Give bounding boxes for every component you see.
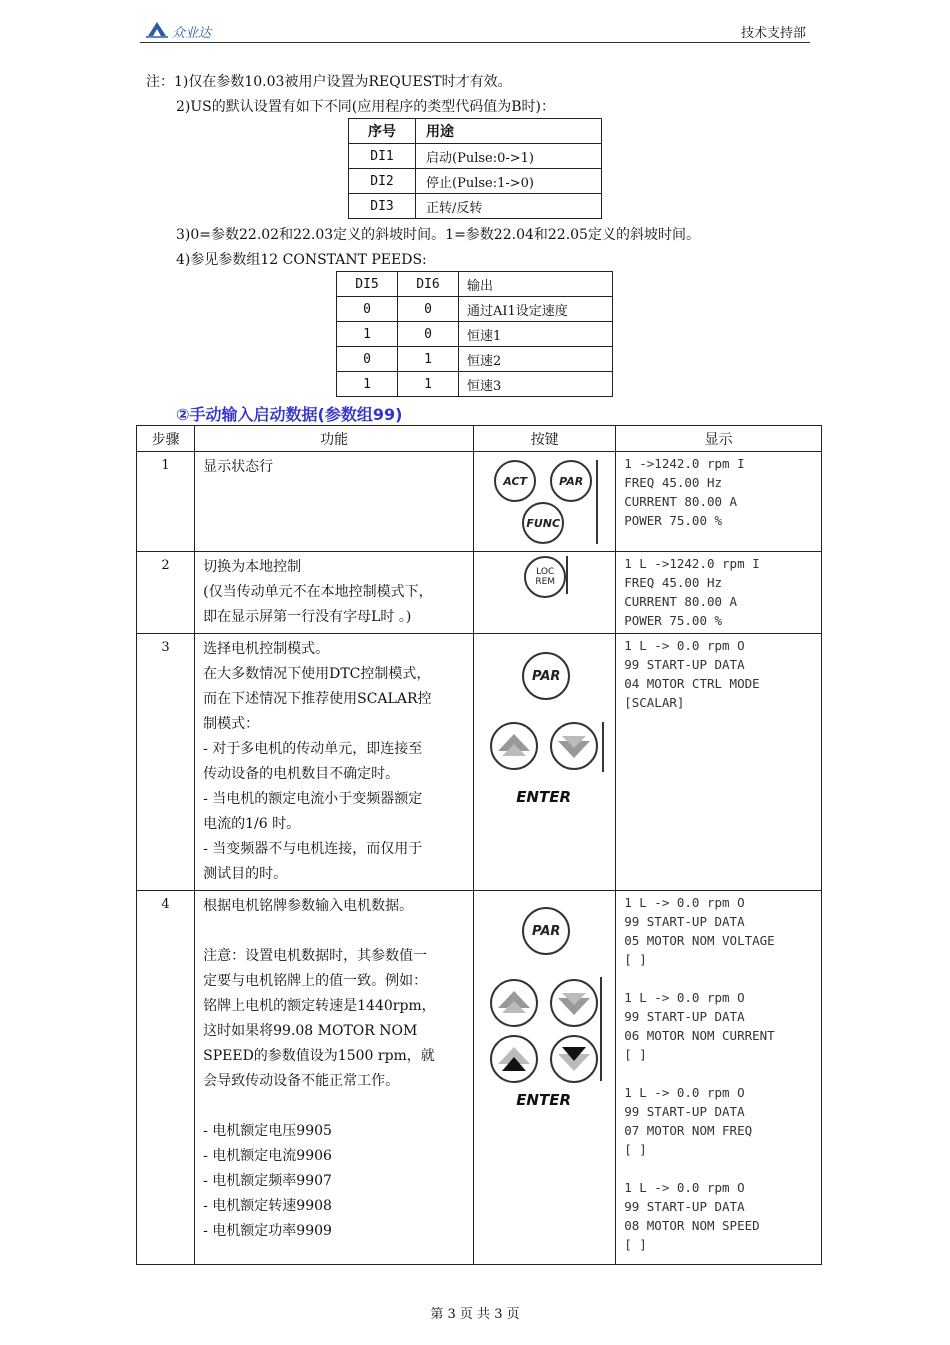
display-line: FREQ 45.00 Hz [624,475,723,490]
display-line: [SCALAR] [624,695,685,710]
step-function [195,891,474,1265]
par-key-button[interactable]: PAR [522,652,570,700]
function-text: 传动设备的电机数目不确定时。 [203,766,400,782]
page-footer: 第 3 页 共 3 页 [430,1307,520,1322]
table-cell: 恒速1 [459,322,613,347]
function-text: 而在下述情况下推荐使用SCALAR控 [203,691,432,707]
display-line: CURRENT 80.00 A [624,494,738,509]
table-cell: 1 [398,372,459,397]
table-header: 按键 [474,426,616,452]
display-line: 1 L -> 0.0 rpm O [624,1180,745,1195]
table-row [137,634,822,891]
function-text: 显示状态行 [203,459,274,475]
table-cell: 1 [398,347,459,372]
divider [596,460,598,544]
display-line: 99 START-UP DATA [624,657,745,672]
table-cell: 恒速3 [459,372,613,397]
note-4: 4)参见参数组12 CONSTANT PEEDS: [176,252,427,268]
display-line: 99 START-UP DATA [624,1009,745,1024]
table-cell: 0 [398,297,459,322]
divider [600,977,602,1081]
display-line: POWER 75.00 % [624,613,723,628]
divider [602,722,604,772]
table-row [337,347,613,372]
step-keys [474,552,616,634]
table-row [137,552,822,634]
up-arrow-key-button[interactable] [490,979,538,1027]
up-arrow-icon [492,724,536,768]
display-line: 1 L -> 0.0 rpm O [624,1085,745,1100]
par-key-button[interactable]: PAR [522,907,570,955]
function-text: 切换为本地控制 [203,559,302,575]
function-text: 即在显示屏第一行没有字母L时 。) [203,609,412,625]
enter-key-label[interactable]: ENTER [516,1091,572,1109]
table-cell: 通过AI1设定速度 [459,297,613,322]
step-number: 1 [137,452,195,552]
brand-name: 众业达 [172,26,212,41]
step-display [616,634,822,891]
function-text: - 电机额定频率9907 [203,1173,332,1189]
function-text: 定要与电机铭牌上的值一致。例如： [203,973,428,989]
down-arrow-icon [552,724,596,768]
table-header: 用途 [416,119,602,144]
section-title: ②手动输入启动数据(参数组99) [176,405,403,424]
function-text: 这时如果将99.08 MOTOR NOM [203,1023,418,1039]
company-logo-icon [146,20,168,38]
par-key-button[interactable]: PAR [550,460,592,502]
function-text: 注意：设置电机数据时，其参数值一 [203,948,428,964]
constant-speed-table [336,271,613,397]
act-key-button[interactable]: ACT [494,460,536,502]
function-text: 根据电机铭牌参数输入电机数据。 [203,898,414,914]
table-row [137,452,822,552]
table-cell: 停止(Pulse:1->0) [416,169,602,194]
display-line: 05 MOTOR NOM VOLTAGE [624,933,775,948]
table-row [349,194,602,219]
down-arrow-icon [552,1037,596,1081]
table-row [337,372,613,397]
enter-key-label[interactable]: ENTER [516,788,572,806]
function-text: 铭牌上电机的额定转速是1440rpm， [203,998,436,1014]
table-cell: 0 [337,347,398,372]
table-cell: 1 [337,322,398,347]
rem-label: REM [535,577,556,587]
step-display [616,452,822,552]
display-line: POWER 75.00 % [624,513,723,528]
table-header: 步骤 [137,426,195,452]
loc-label: LOC [536,567,555,577]
note-2: 2)US的默认设置有如下不同(应用程序的类型代码值为B时)： [176,99,555,115]
table-header: 序号 [349,119,416,144]
display-line: CURRENT 80.00 A [624,594,738,609]
table-header: DI5 [337,272,398,297]
display-line: FREQ 45.00 Hz [624,575,723,590]
table-row [337,322,613,347]
table-cell: 正转/反转 [416,194,602,219]
display-line: 99 START-UP DATA [624,914,745,929]
di-usage-table [348,118,602,219]
loc-rem-key-button[interactable] [524,556,566,598]
table-row [137,891,822,1265]
func-key-button[interactable]: FUNC [522,502,564,544]
up-arrow-key-button[interactable] [490,722,538,770]
up-arrow-key-pressed-button[interactable] [490,1035,538,1083]
step-number: 2 [137,552,195,634]
step-keys [474,452,616,552]
up-arrow-icon [492,981,536,1025]
display-line: [ ] [624,1047,647,1062]
display-line: 06 MOTOR NOM CURRENT [624,1028,775,1043]
function-text: 测试目的时。 [203,866,288,882]
function-text: - 对于多电机的传动单元，即连接至 [203,741,423,757]
function-text: 制模式： [203,716,260,732]
function-text: 会导致传动设备不能正常工作。 [203,1073,400,1089]
function-text: - 电机额定电压9905 [203,1123,332,1139]
table-cell: DI1 [349,144,416,169]
note-3: 3)0=参数22.02和22.03定义的斜坡时间。1=参数22.04和22.05定义的斜坡时间。 [176,227,700,243]
table-cell: 恒速2 [459,347,613,372]
display-line: 04 MOTOR CTRL MODE [624,676,760,691]
function-text: 电流的1/6 时。 [203,816,301,832]
table-row [349,169,602,194]
function-text: - 电机额定转速9908 [203,1198,332,1214]
down-arrow-key-pressed-button[interactable] [550,1035,598,1083]
table-header: DI6 [398,272,459,297]
display-line: 99 START-UP DATA [624,1199,745,1214]
step-keys [474,634,616,891]
down-arrow-key-button[interactable] [550,722,598,770]
startup-procedure-table [136,425,822,1265]
function-text: - 当电机的额定电流小于变频器额定 [203,791,423,807]
table-cell: 0 [398,322,459,347]
step-function [195,634,474,891]
function-text: 选择电机控制模式。 [203,641,330,657]
display-line: 1 L ->1242.0 rpm I [624,556,760,571]
step-keys [474,891,616,1265]
down-arrow-key-button[interactable] [550,979,598,1027]
page-header [140,18,810,43]
display-line: 1 L -> 0.0 rpm O [624,895,745,910]
display-line: 1 L -> 0.0 rpm O [624,638,745,653]
display-line: [ ] [624,952,647,967]
table-row [349,144,602,169]
display-line: 08 MOTOR NOM SPEED [624,1218,760,1233]
up-arrow-icon [492,1037,536,1081]
table-header: 输出 [459,272,613,297]
step-display [616,891,822,1265]
step-number: 4 [137,891,195,1265]
display-line: [ ] [624,1142,647,1157]
function-text: - 当变频器不与电机连接，而仅用于 [203,841,423,857]
step-number: 3 [137,634,195,891]
table-cell: 1 [337,372,398,397]
function-text: - 电机额定功率9909 [203,1223,332,1239]
display-line: 07 MOTOR NOM FREQ [624,1123,753,1138]
function-text: 在大多数情况下使用DTC控制模式， [203,666,431,682]
display-line: [ ] [624,1237,647,1252]
down-arrow-icon [552,981,596,1025]
step-function [195,552,474,634]
display-line: 99 START-UP DATA [624,1104,745,1119]
table-header: 显示 [616,426,822,452]
display-line: 1 L -> 0.0 rpm O [624,990,745,1005]
table-cell: DI2 [349,169,416,194]
step-function [195,452,474,552]
function-text: SPEED的参数值设为1500 rpm，就 [203,1048,435,1064]
note-1: 注：1)仅在参数10.03被用户设置为REQUEST时才有效。 [146,74,512,90]
divider [566,556,568,594]
table-cell: 启动(Pulse:0->1) [416,144,602,169]
function-text: (仅当传动单元不在本地控制模式下， [203,584,433,600]
table-cell: 0 [337,297,398,322]
function-text: - 电机额定电流9906 [203,1148,332,1164]
display-line: 1 ->1242.0 rpm I [624,456,745,471]
table-header: 功能 [195,426,474,452]
department-name: 技术支持部 [740,26,806,41]
table-cell: DI3 [349,194,416,219]
table-row [337,297,613,322]
step-display [616,552,822,634]
